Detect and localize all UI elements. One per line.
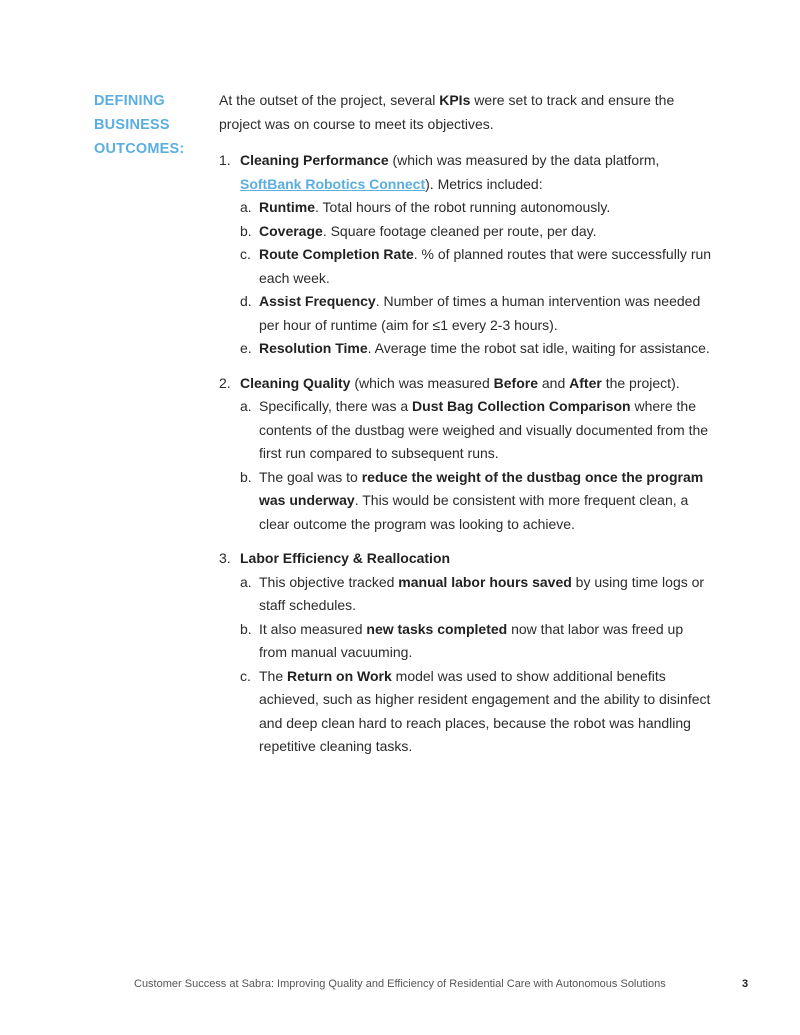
intro-text: were set to track and ensure the project was on course to meet its objectives.: [219, 92, 675, 132]
item-bold: Before: [493, 374, 538, 391]
item-title: Labor Efficiency & Reallocation: [240, 550, 451, 566]
item-text: and: [538, 374, 570, 391]
sub-letter: a.: [240, 199, 252, 215]
sub-text: . This would be consistent with more frequent clean, a clear outcome the program was looking to achieve.: [259, 492, 689, 532]
sub-letter: e.: [240, 340, 252, 356]
sub-letter: b.: [240, 620, 252, 637]
list-item-cleaning-performance: [219, 149, 714, 361]
sub-text: . Average time the robot sat idle, waiting for assistance.: [367, 340, 710, 356]
sub-text: . Total hours of the robot running autonomously.: [315, 199, 611, 215]
sub-item-return-on-work: [240, 665, 714, 759]
heading-line: OUTCOMES:: [94, 141, 185, 157]
sub-title: new tasks completed: [366, 620, 508, 637]
sub-text: where the contents of the dustbag were weighed and visually documented from the first run compared to subsequent runs.: [259, 398, 709, 461]
sub-text: This objective tracked: [259, 573, 399, 590]
sub-text: The: [259, 667, 288, 684]
sub-text: . Square footage cleaned per route, per day.: [322, 222, 597, 239]
item-heading: [240, 547, 714, 571]
sub-title: Return on Work: [287, 667, 392, 684]
item-text: (which was measured: [350, 374, 494, 391]
sub-item-runtime: [240, 196, 714, 220]
item-heading: [240, 149, 714, 196]
list-item-labor-efficiency: [219, 547, 714, 759]
list-number: 1.: [219, 152, 231, 168]
sub-title: Runtime: [259, 199, 315, 215]
sub-text: It also measured: [259, 620, 367, 637]
sub-item-route-completion: [240, 243, 714, 290]
footer-text: Customer Success at Sabra: Improving Quality and Efficiency of Residential Care with Autonomous Solutions: [134, 978, 666, 990]
item-text: the project).: [601, 374, 680, 391]
section-heading: [94, 89, 204, 161]
sub-item-dust-bag: [240, 395, 714, 466]
list-number: 2.: [219, 374, 231, 391]
list-item-cleaning-quality: [219, 372, 714, 537]
item-title: Cleaning Quality: [240, 374, 351, 391]
sub-letter: c.: [240, 667, 251, 684]
item-title: Cleaning Performance: [240, 152, 389, 168]
item-text: (which was measured by the data platform,: [388, 152, 660, 168]
intro-paragraph: [219, 89, 714, 136]
sub-letter: d.: [240, 293, 252, 309]
page-footer: [0, 978, 800, 994]
sub-item-labor-hours: [240, 571, 714, 618]
sub-title: Resolution Time: [259, 340, 368, 356]
sub-text: Specifically, there was a: [259, 398, 413, 414]
sub-item-new-tasks: [240, 618, 714, 665]
intro-text: At the outset of the project, several: [219, 92, 440, 108]
sub-text: now that labor was freed up from manual vacuuming.: [259, 620, 684, 660]
sub-letter: a.: [240, 398, 252, 414]
sub-title: Coverage: [259, 222, 323, 239]
heading-line: DEFINING: [94, 93, 165, 109]
sub-title: Assist Frequency: [259, 293, 376, 309]
page-number: 3: [742, 978, 749, 990]
sub-letter: a.: [240, 573, 252, 590]
list-number: 3.: [219, 550, 231, 566]
sub-text: . Number of times a human intervention was needed per hour of runtime (aim for ≤1 every 2-3 hours).: [259, 293, 701, 333]
item-text: ). Metrics included:: [425, 175, 543, 192]
softbank-robotics-connect-link[interactable]: SoftBank Robotics Connect: [240, 175, 426, 192]
sub-text: model was used to show additional benefits achieved, such as higher resident engagement and the ability to disinfect and deep clean hard to reach places, because the robot was handling repetitive cleaning tasks.: [259, 667, 711, 754]
main-content: [219, 89, 714, 759]
sub-item-assist-frequency: [240, 290, 714, 337]
sub-text: by using time logs or staff schedules.: [259, 573, 705, 613]
sub-letter: b.: [240, 222, 252, 239]
sub-title: Dust Bag Collection Comparison: [412, 398, 631, 414]
sub-item-resolution-time: [240, 337, 714, 361]
sub-title: reduce the weight of the dustbag once the program was underway: [259, 468, 704, 508]
sub-title: manual labor hours saved: [398, 573, 572, 590]
sub-item-coverage: [240, 220, 714, 244]
item-heading: [240, 372, 714, 396]
sub-letter: c.: [240, 246, 251, 262]
sub-text: The goal was to: [259, 468, 362, 485]
item-bold: After: [569, 374, 602, 391]
sub-text: . % of planned routes that were successfully run each week.: [259, 246, 712, 286]
heading-line: BUSINESS: [94, 117, 170, 133]
sub-item-goal: [240, 466, 714, 537]
sub-letter: b.: [240, 468, 252, 485]
sub-title: Route Completion Rate: [259, 246, 414, 262]
intro-bold: KPIs: [439, 92, 471, 108]
